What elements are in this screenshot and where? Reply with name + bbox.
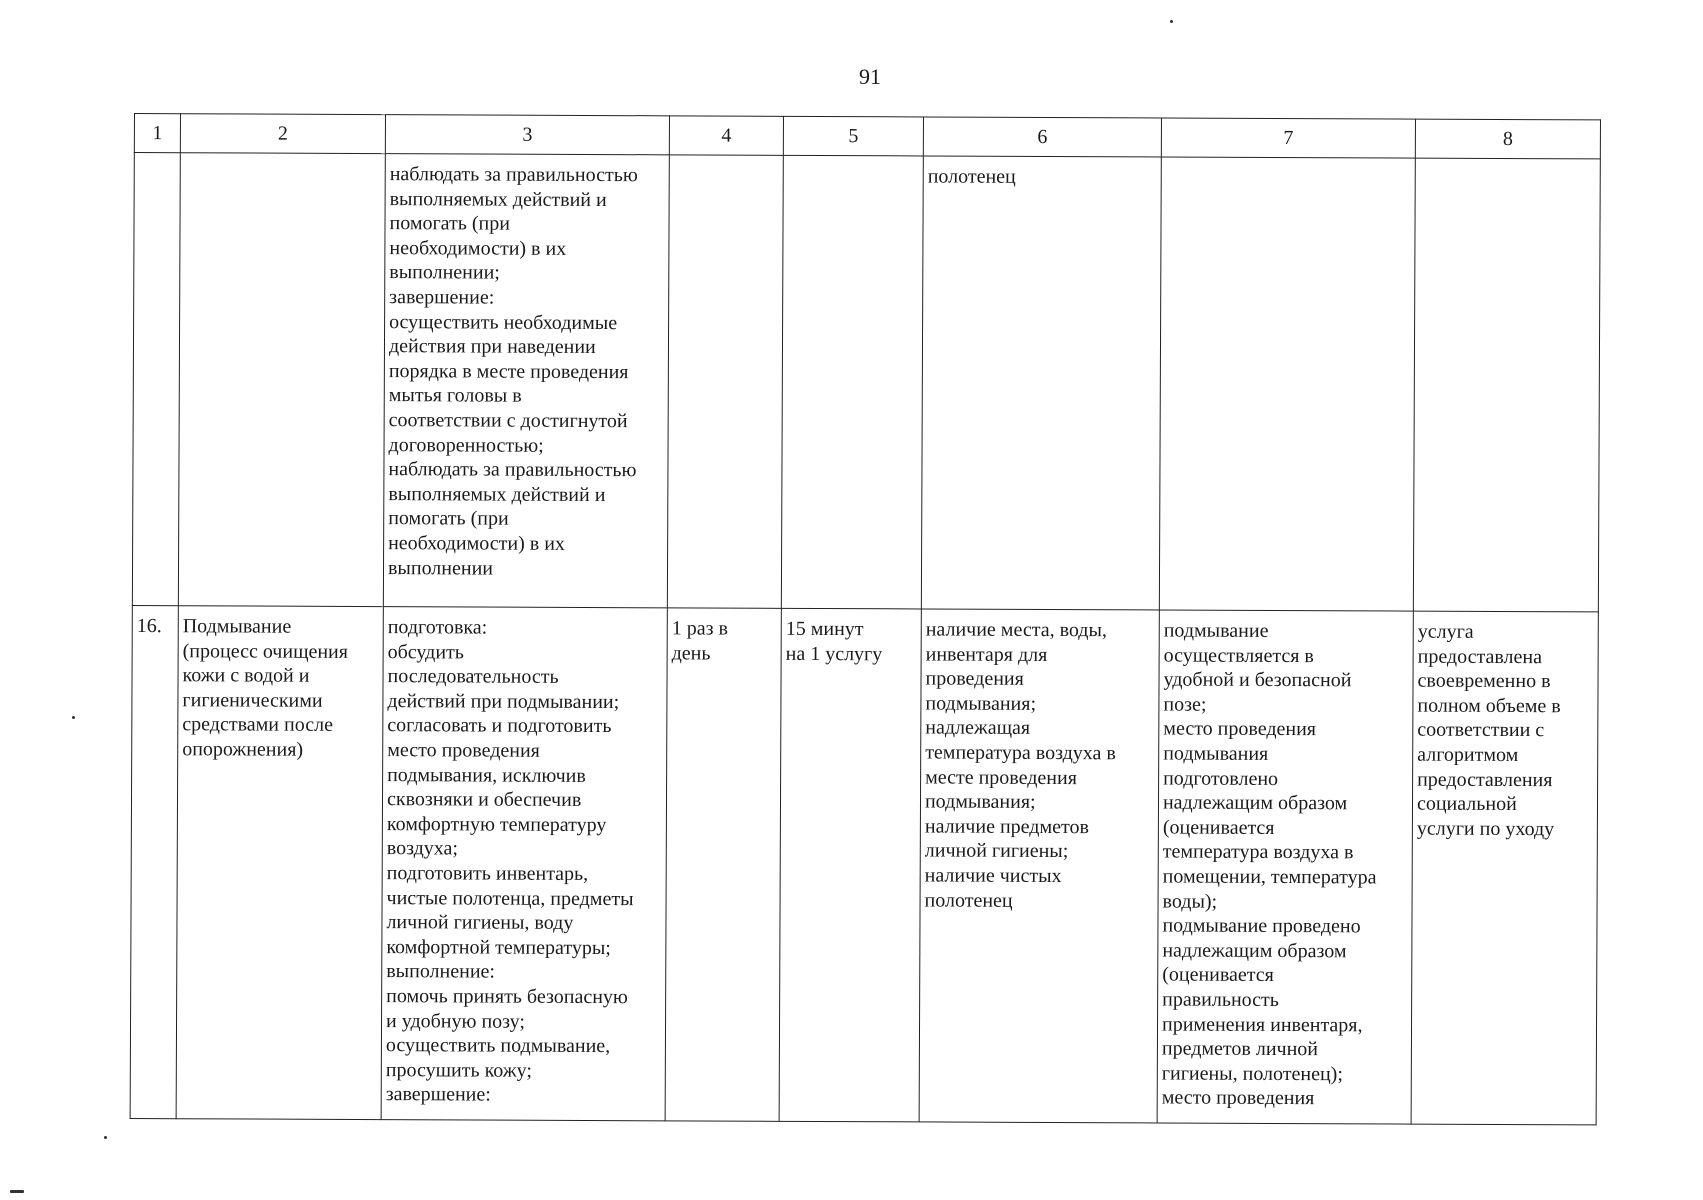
cell-quality-indicators	[1159, 157, 1415, 611]
column-header-6: 6	[923, 117, 1161, 157]
cell-frequency	[667, 155, 783, 608]
cell-duration: 15 минут на 1 услугу	[779, 608, 921, 1122]
page-number: 91	[859, 64, 881, 89]
cell-frequency: 1 раз в день	[665, 608, 781, 1121]
cell-conditions: наличие места, воды, инвентаря для проведения подмывания; надлежащая температура воздуха в месте проведения подмывания; наличие предметов личной гигиены; наличие чистых полотенец	[919, 609, 1159, 1123]
cell-service-content: подготовка: обсудить последовательность действий при подмывании; согласовать и подготовить место проведения подмывания, исключив сквозняки и обеспечив комфортную температуру воздуха; подготовить инвентарь, чистые полотенца, предметы личной гигиены, воду комфортной температуры; выполнение: помочь принять безопасную и удобную позу; осуществить подмывание, просушить кожу; завершение:	[381, 607, 667, 1121]
column-number-row	[134, 114, 1600, 159]
cell-evaluation	[1413, 158, 1600, 612]
column-header-1: 1	[134, 114, 180, 153]
scan-speck	[72, 716, 75, 719]
column-header-8: 8	[1415, 119, 1600, 159]
cell-quality-indicators: подмывание осуществляется в удобной и безопасной позе; место проведения подмывания подготовлено надлежащим образом (оценивается температура воздуха в помещении, температура воды); подмывание проведено надлежащим образом (оценивается правильность применения инвентаря, предметов личной гигиены, полотенец); место проведения	[1157, 610, 1413, 1124]
column-header-2: 2	[180, 114, 385, 154]
cell-duration	[781, 155, 923, 609]
cell-conditions: полотенец	[921, 156, 1161, 610]
cell-service-name	[178, 153, 385, 607]
cell-number: 16.	[130, 605, 178, 1118]
column-header-7: 7	[1161, 118, 1415, 158]
table-row-continuation	[132, 153, 1600, 612]
column-header-5: 5	[783, 116, 923, 156]
cell-number	[132, 153, 180, 606]
scan-speck	[1170, 20, 1173, 23]
table-row-16	[130, 605, 1598, 1124]
cell-service-name: Подмывание (процесс очищения кожи с водой и гигиеническими средствами после опорожнения)	[176, 606, 383, 1120]
services-table	[130, 113, 1601, 1125]
scan-mark	[10, 1190, 24, 1193]
cell-service-content: наблюдать за правильностью выполняемых действий и помогать (при необходимости) в их выполнении; завершение: осуществить необходимые действия при наведении порядка в месте проведения мытья головы в соответствии с достигнутой договоренностью; наблюдать за правильностью выполняемых действий и помогать (при необходимости) в их выполнении	[383, 154, 669, 608]
scan-speck	[104, 1136, 107, 1139]
column-header-3: 3	[385, 115, 669, 155]
cell-evaluation: услуга предоставлена своевременно в полном объеме в соответствии с алгоритмом предоставления социальной услуги по уходу	[1411, 611, 1598, 1125]
column-header-4: 4	[669, 116, 783, 155]
